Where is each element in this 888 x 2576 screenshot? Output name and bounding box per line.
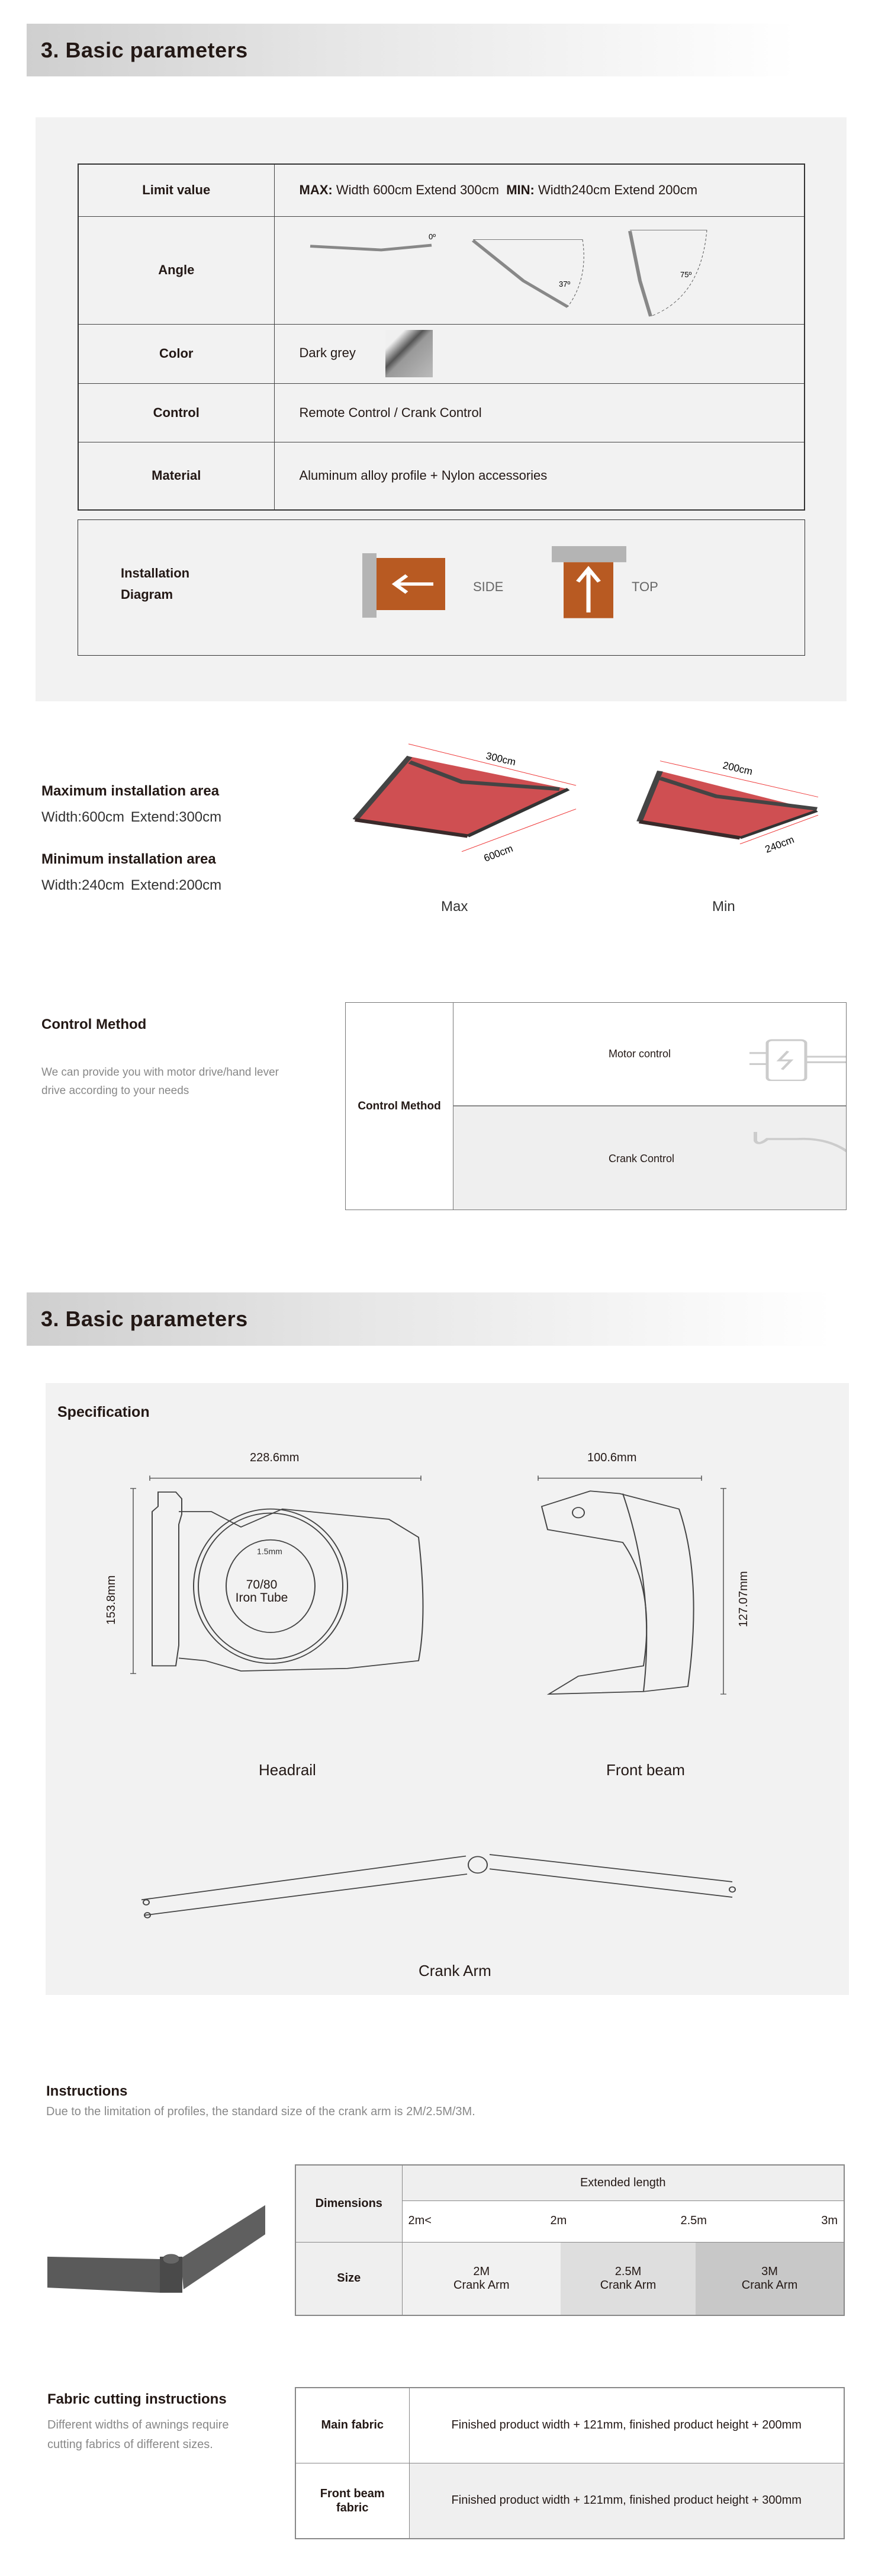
limit-label: Limit value — [78, 164, 274, 216]
min-awning-image — [639, 761, 818, 844]
max-width-dim: 300cm — [485, 750, 517, 768]
section-header — [27, 24, 796, 76]
row-angle — [78, 216, 805, 324]
control-desc-1: We can provide you with motor drive/hand lever — [41, 1066, 279, 1079]
min-area-value: Width:240cm Extend:200cm — [41, 877, 222, 893]
motor-row — [453, 1003, 846, 1106]
angle-0: 0º — [428, 232, 436, 241]
max-awning-image — [355, 744, 576, 852]
profile-drawings — [46, 1383, 849, 1995]
angle-37: 37º — [558, 279, 570, 288]
size-label: Size — [295, 2242, 402, 2315]
angle-label: Angle — [78, 216, 274, 324]
main-fabric-value: Finished product width + 121mm, finished product height + 200mm — [409, 2388, 844, 2463]
installation-label-1: Installation — [121, 566, 190, 580]
max-area-title: Maximum installation area — [41, 783, 220, 799]
headrail-height: 153.8mm — [105, 1575, 118, 1625]
side-label: SIDE — [473, 579, 504, 594]
fabric-desc-2: cutting fabrics of different sizes. — [47, 2438, 213, 2451]
front-beam-fabric-value: Finished product width + 121mm, finished product height + 300mm — [409, 2463, 844, 2539]
crank-size-table — [295, 2164, 845, 2316]
min-depth-dim: 240cm — [763, 833, 796, 855]
specification-title: Specification — [57, 1404, 150, 1420]
installation-label-2: Diagram — [121, 587, 173, 602]
row-color — [78, 324, 805, 383]
front-beam-drawing — [542, 1491, 694, 1694]
material-label: Material — [78, 442, 274, 510]
max-depth-dim: 600cm — [482, 842, 515, 864]
limit-value — [274, 164, 805, 216]
extended-length-label: Extended length — [402, 2165, 844, 2200]
min-area-title: Minimum installation area — [41, 851, 216, 867]
section-header-2 — [27, 1292, 832, 1346]
specification-panel — [46, 1383, 849, 1995]
max-caption: Max — [441, 899, 468, 915]
dimensions-label: Dimensions — [295, 2165, 402, 2242]
size-2-5m: 2.5M Crank Arm — [561, 2242, 696, 2315]
crank-arm-photo — [47, 2203, 266, 2298]
side-wall-icon — [362, 553, 377, 618]
max-label: MAX: — [299, 182, 333, 198]
tick: 3m — [821, 2214, 838, 2227]
beam-width: 100.6mm — [587, 1451, 637, 1464]
parameters-table — [78, 163, 805, 511]
instructions-title: Instructions — [46, 2083, 128, 2099]
control-method-table — [345, 1002, 847, 1210]
fabric-title: Fabric cutting instructions — [47, 2391, 227, 2407]
crank-handle-icon — [749, 1130, 846, 1157]
min-caption: Min — [712, 899, 735, 915]
row-limit — [78, 164, 805, 216]
beam-height: 127.07mm — [737, 1571, 750, 1627]
size-2m: 2M Crank Arm — [402, 2242, 561, 2315]
crank-arm-caption: Crank Arm — [419, 1962, 491, 1980]
crank-label: Crank Control — [609, 1153, 675, 1165]
angle-75: 75º — [680, 270, 691, 279]
arm-angle-diagram — [275, 217, 796, 325]
control-value: Remote Control / Crank Control — [274, 383, 805, 442]
motor-label: Motor control — [609, 1048, 671, 1060]
plug-icon — [749, 1038, 846, 1081]
row-material — [78, 442, 805, 510]
tick: 2.5m — [680, 2214, 707, 2227]
tick: 2m< — [408, 2214, 432, 2227]
tube-thickness: 1.5mm — [257, 1547, 282, 1556]
crank-row — [453, 1106, 846, 1210]
top-label: TOP — [632, 579, 658, 594]
control-method-title: Control Method — [41, 1016, 147, 1032]
min-label: MIN: — [506, 182, 535, 198]
color-label: Color — [78, 324, 274, 383]
max-value: Width 600cm Extend 300cm — [336, 182, 499, 198]
color-swatch — [385, 330, 433, 377]
section-title-2: 3. Basic parameters — [41, 1307, 248, 1331]
ceiling-icon — [552, 546, 626, 562]
table-row — [295, 2463, 844, 2539]
headrail-width: 228.6mm — [250, 1451, 300, 1464]
front-beam-fabric-label: Front beam fabric — [295, 2463, 409, 2539]
angle-diagrams — [274, 216, 805, 324]
tick: 2m — [550, 2214, 567, 2227]
headrail-caption: Headrail — [259, 1761, 316, 1779]
main-fabric-label: Main fabric — [295, 2388, 409, 2463]
min-value: Width240cm Extend 200cm — [538, 182, 698, 198]
min-width-dim: 200cm — [722, 759, 754, 778]
control-method-label: Control Method — [346, 1003, 453, 1210]
control-label: Control — [78, 383, 274, 442]
installation-diagram-box — [78, 519, 805, 656]
installation-icons — [362, 546, 718, 627]
size-3m: 3M Crank Arm — [696, 2242, 844, 2315]
table-row — [295, 2388, 844, 2463]
color-value: Dark grey — [299, 345, 356, 360]
control-desc-2: drive according to your needs — [41, 1085, 189, 1097]
material-value: Aluminum alloy profile + Nylon accessories — [274, 442, 805, 510]
fabric-table — [295, 2387, 845, 2539]
section-title: 3. Basic parameters — [41, 38, 248, 62]
instructions-desc: Due to the limitation of profiles, the standard size of the crank arm is 2M/2.5M/3M. — [46, 2105, 475, 2118]
fabric-desc-1: Different widths of awnings require — [47, 2418, 229, 2431]
tube-label: 70/80 Iron Tube — [235, 1578, 288, 1605]
max-area-value: Width:600cm Extend:300cm — [41, 809, 222, 825]
row-control — [78, 383, 805, 442]
crank-arm-drawing — [141, 1855, 735, 1918]
length-scale — [402, 2200, 844, 2242]
front-beam-caption: Front beam — [606, 1761, 685, 1779]
awning-illustrations — [343, 743, 847, 871]
